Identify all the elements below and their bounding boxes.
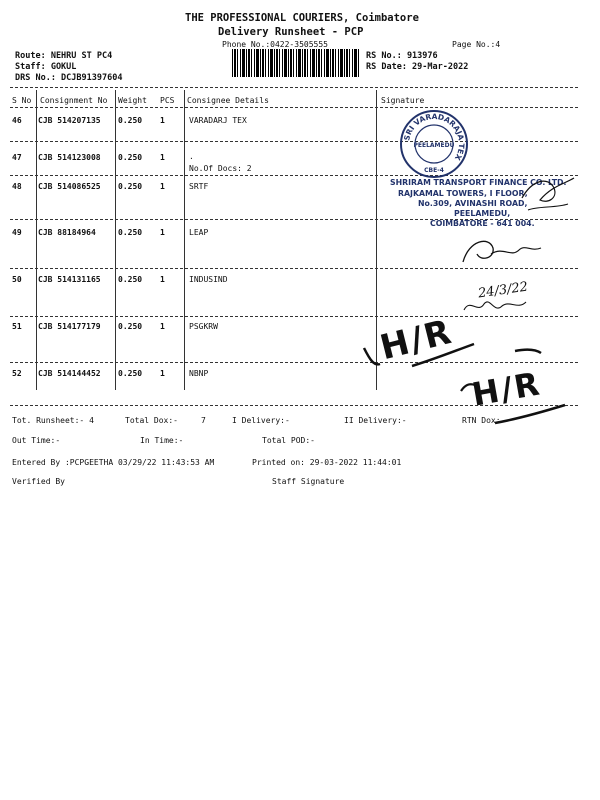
staff-signature: Staff Signature bbox=[272, 477, 345, 486]
row-consignee: LEAP bbox=[189, 228, 209, 237]
row-doc-count: No.Of Docs: 2 bbox=[189, 164, 252, 173]
shriram-line-5: COIMBATORE - 641 004. bbox=[430, 219, 535, 228]
total-dox-value: 7 bbox=[201, 416, 206, 425]
col-header-sno: S No bbox=[12, 96, 32, 105]
shriram-line-4: PEELAMEDU, bbox=[454, 209, 511, 218]
barcode bbox=[232, 49, 360, 77]
sheet-title: Delivery Runsheet - PCP bbox=[218, 26, 364, 38]
row-rule bbox=[10, 141, 578, 142]
col-sep-1 bbox=[36, 90, 37, 390]
row-pcs: 1 bbox=[160, 275, 165, 284]
handwritten-hr-mark-1: H/R bbox=[376, 311, 457, 369]
rs-date: RS Date: 29-Mar-2022 bbox=[366, 62, 469, 72]
stamp-ring-text: SRI VARADARAJA TEX bbox=[402, 111, 467, 162]
col-sep-3 bbox=[184, 90, 185, 390]
row-consignment: CJB 88184964 bbox=[38, 228, 96, 237]
row-weight: 0.250 bbox=[118, 153, 143, 162]
in-time: In Time:- bbox=[140, 436, 184, 445]
row-consignment: CJB 514177179 bbox=[38, 322, 101, 331]
drs-number: DRS No.: DCJB91397604 bbox=[15, 73, 123, 83]
row-sno: 47 bbox=[12, 153, 22, 162]
row-pcs: 1 bbox=[160, 228, 165, 237]
handwritten-signature-row-49 bbox=[455, 232, 555, 268]
col-sep-2 bbox=[115, 90, 116, 390]
stamp-center-text: PEELAMEDU bbox=[413, 142, 455, 149]
round-company-stamp bbox=[398, 108, 470, 180]
verified-by: Verified By bbox=[12, 477, 65, 486]
row-weight: 0.250 bbox=[118, 275, 143, 284]
stamp-bottom-text: CBE-4 bbox=[424, 167, 444, 174]
row-sno: 50 bbox=[12, 275, 22, 284]
shriram-line-3: No.309, AVINASHI ROAD, bbox=[418, 199, 528, 208]
col-header-signature: Signature bbox=[381, 96, 425, 105]
handwritten-initials-row-50 bbox=[460, 296, 530, 318]
entered-by: Entered By :PCPGEETHA 03/29/22 11:43:53 AM bbox=[12, 458, 215, 467]
row-sno: 52 bbox=[12, 369, 22, 378]
row-weight: 0.250 bbox=[118, 322, 143, 331]
handwritten-signature-row-48 bbox=[518, 170, 580, 220]
shriram-line-1: SHRIRAM TRANSPORT FINANCE CO. LTD. bbox=[390, 178, 567, 187]
row-consignment: CJB 514131165 bbox=[38, 275, 101, 284]
page-number: Page No.:4 bbox=[452, 40, 501, 49]
row-consignment: CJB 514123008 bbox=[38, 153, 101, 162]
shriram-line-2: RAJKAMAL TOWERS, I FLOOR, bbox=[398, 189, 528, 198]
phone-number: Phone No.:0422-3505555 bbox=[222, 40, 328, 49]
row-consignee: . bbox=[189, 152, 194, 161]
row-consignee: INDUSIND bbox=[189, 275, 228, 284]
row-pcs: 1 bbox=[160, 182, 165, 191]
table-top-rule bbox=[10, 87, 578, 88]
row-consignee: PSGKRW bbox=[189, 322, 218, 331]
handwritten-date: 24/3/22 bbox=[477, 279, 529, 302]
col-header-consignee: Consignee Details bbox=[187, 96, 269, 105]
row-pcs: 1 bbox=[160, 153, 165, 162]
total-pod: Total POD:- bbox=[262, 436, 315, 445]
row-pcs: 1 bbox=[160, 116, 165, 125]
total-dox-label: Total Dox:- bbox=[125, 416, 178, 425]
printed-on: Printed on: 29-03-2022 11:44:01 bbox=[252, 458, 402, 467]
row-consignment: CJB 514086525 bbox=[38, 182, 101, 191]
row-consignee: SRTF bbox=[189, 182, 209, 191]
row-consignee: VARADARJ TEX bbox=[189, 116, 247, 125]
row-sno: 48 bbox=[12, 182, 22, 191]
row-sno: 46 bbox=[12, 116, 22, 125]
row-sno: 49 bbox=[12, 228, 22, 237]
row-consignment: CJB 514144452 bbox=[38, 369, 101, 378]
row-pcs: 1 bbox=[160, 322, 165, 331]
row-rule bbox=[10, 175, 578, 176]
row-rule bbox=[10, 268, 578, 269]
i-delivery: I Delivery:- bbox=[232, 416, 290, 425]
rtn-dox: RTN Dox:- bbox=[462, 416, 506, 425]
tot-runsheet: Tot. Runsheet:- 4 bbox=[12, 416, 94, 425]
ii-delivery: II Delivery:- bbox=[344, 416, 407, 425]
row-weight: 0.250 bbox=[118, 369, 143, 378]
row-consignee: NBNP bbox=[189, 369, 209, 378]
col-header-pcs: PCS bbox=[160, 96, 175, 105]
route-label: Route: NEHRU ST PC4 bbox=[15, 51, 113, 61]
row-pcs: 1 bbox=[160, 369, 165, 378]
rs-number: RS No.: 913976 bbox=[366, 51, 438, 61]
col-header-weight: Weight bbox=[118, 96, 147, 105]
table-header-rule bbox=[10, 107, 578, 108]
out-time: Out Time:- bbox=[12, 436, 61, 445]
staff-label: Staff: GOKUL bbox=[15, 62, 77, 72]
row-consignment: CJB 514207135 bbox=[38, 116, 101, 125]
handwritten-hr-mark-2: H/R bbox=[469, 364, 544, 414]
company-title: THE PROFESSIONAL COURIERS, Coimbatore bbox=[185, 12, 419, 24]
row-weight: 0.250 bbox=[118, 228, 143, 237]
row-weight: 0.250 bbox=[118, 182, 143, 191]
col-header-consignment: Consignment No bbox=[40, 96, 108, 105]
row-sno: 51 bbox=[12, 322, 22, 331]
row-weight: 0.250 bbox=[118, 116, 143, 125]
hr-underline-2 bbox=[455, 345, 575, 425]
